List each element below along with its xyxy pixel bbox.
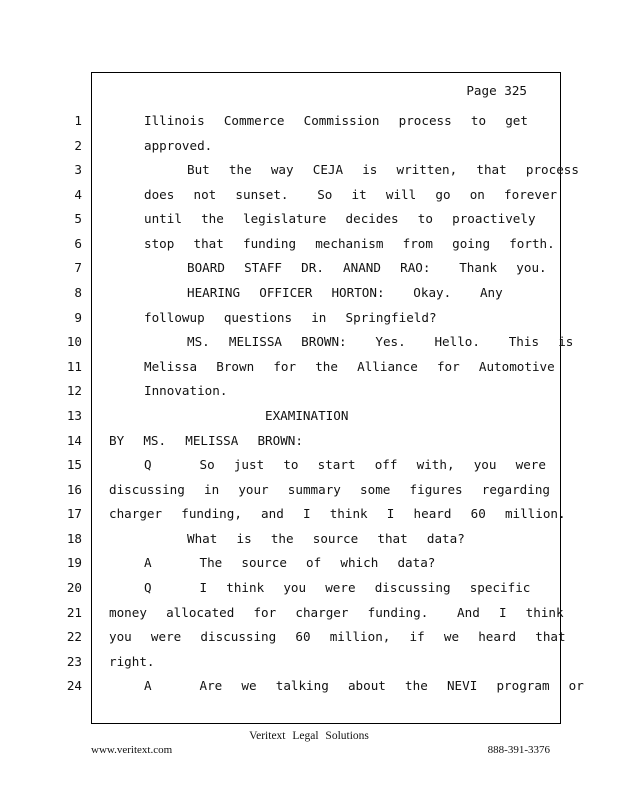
line-number: 22 — [66, 629, 82, 644]
line-number: 7 — [74, 260, 82, 275]
transcript-line: BY MS. MELISSA BROWN: — [109, 433, 303, 448]
transcript-line: until the legislature decides to proactively — [144, 211, 536, 226]
transcript-line: approved. — [144, 138, 213, 153]
line-number: 12 — [66, 383, 82, 398]
line-number: 14 — [66, 433, 82, 448]
transcript-line: money allocated for charger funding. And I think — [109, 605, 564, 620]
transcript-line: Innovation. — [144, 383, 228, 398]
transcript-line: But the way CEJA is written, that process — [187, 162, 579, 177]
transcript-line: Q I think you were discussing specific — [144, 580, 531, 595]
line-number: 18 — [66, 531, 82, 546]
transcript-line: Q So just to start off with, you were — [144, 457, 546, 472]
line-number: 23 — [66, 654, 82, 669]
transcript-line: stop that funding mechanism from going forth. — [144, 236, 555, 251]
transcript-line: Melissa Brown for the Alliance for Automotive — [144, 359, 555, 374]
line-number: 20 — [66, 580, 82, 595]
line-number: 24 — [66, 678, 82, 693]
line-number: 9 — [74, 310, 82, 325]
line-number: 15 — [66, 457, 82, 472]
transcript-line: A Are we talking about the NEVI program or — [144, 678, 584, 693]
section-heading: EXAMINATION — [265, 408, 349, 423]
line-number: 3 — [74, 162, 82, 177]
line-number: 13 — [66, 408, 82, 423]
transcript-line: charger funding, and I think I heard 60 million. — [109, 506, 566, 521]
line-number: 17 — [66, 506, 82, 521]
footer-phone: 888-391-3376 — [487, 744, 550, 756]
line-number: 2 — [74, 138, 82, 153]
transcript-line: followup questions in Springfield? — [144, 310, 437, 325]
line-number: 19 — [66, 555, 82, 570]
transcript-line: HEARING OFFICER HORTON: Okay. Any — [187, 285, 503, 300]
transcript-line: MS. MELISSA BROWN: Yes. Hello. This is — [187, 334, 574, 349]
line-number: 21 — [66, 605, 82, 620]
footer-website: www.veritext.com — [91, 744, 173, 756]
line-number: 8 — [74, 285, 82, 300]
transcript-line: What is the source that data? — [187, 531, 465, 546]
page-number: Page 325 — [466, 83, 527, 98]
line-number: 6 — [74, 236, 82, 251]
line-number: 1 — [74, 113, 82, 128]
transcript-line: right. — [109, 654, 155, 669]
line-number: 4 — [74, 187, 82, 202]
transcript-line: does not sunset. So it will go on forever — [144, 187, 558, 202]
transcript-line: you were discussing 60 million, if we heard that — [109, 629, 566, 644]
transcript-line: A The source of which data? — [144, 555, 436, 570]
line-number: 10 — [66, 334, 82, 349]
transcript-line: discussing in your summary some figures regarding — [109, 482, 551, 497]
line-number: 16 — [66, 482, 82, 497]
transcript-line: Illinois Commerce Commission process to get — [144, 113, 528, 128]
line-number: 11 — [66, 359, 82, 374]
transcript-line: BOARD STAFF DR. ANAND RAO: Thank you. — [187, 260, 547, 275]
line-number: 5 — [74, 211, 82, 226]
footer-company: Veritext Legal Solutions — [249, 730, 369, 742]
